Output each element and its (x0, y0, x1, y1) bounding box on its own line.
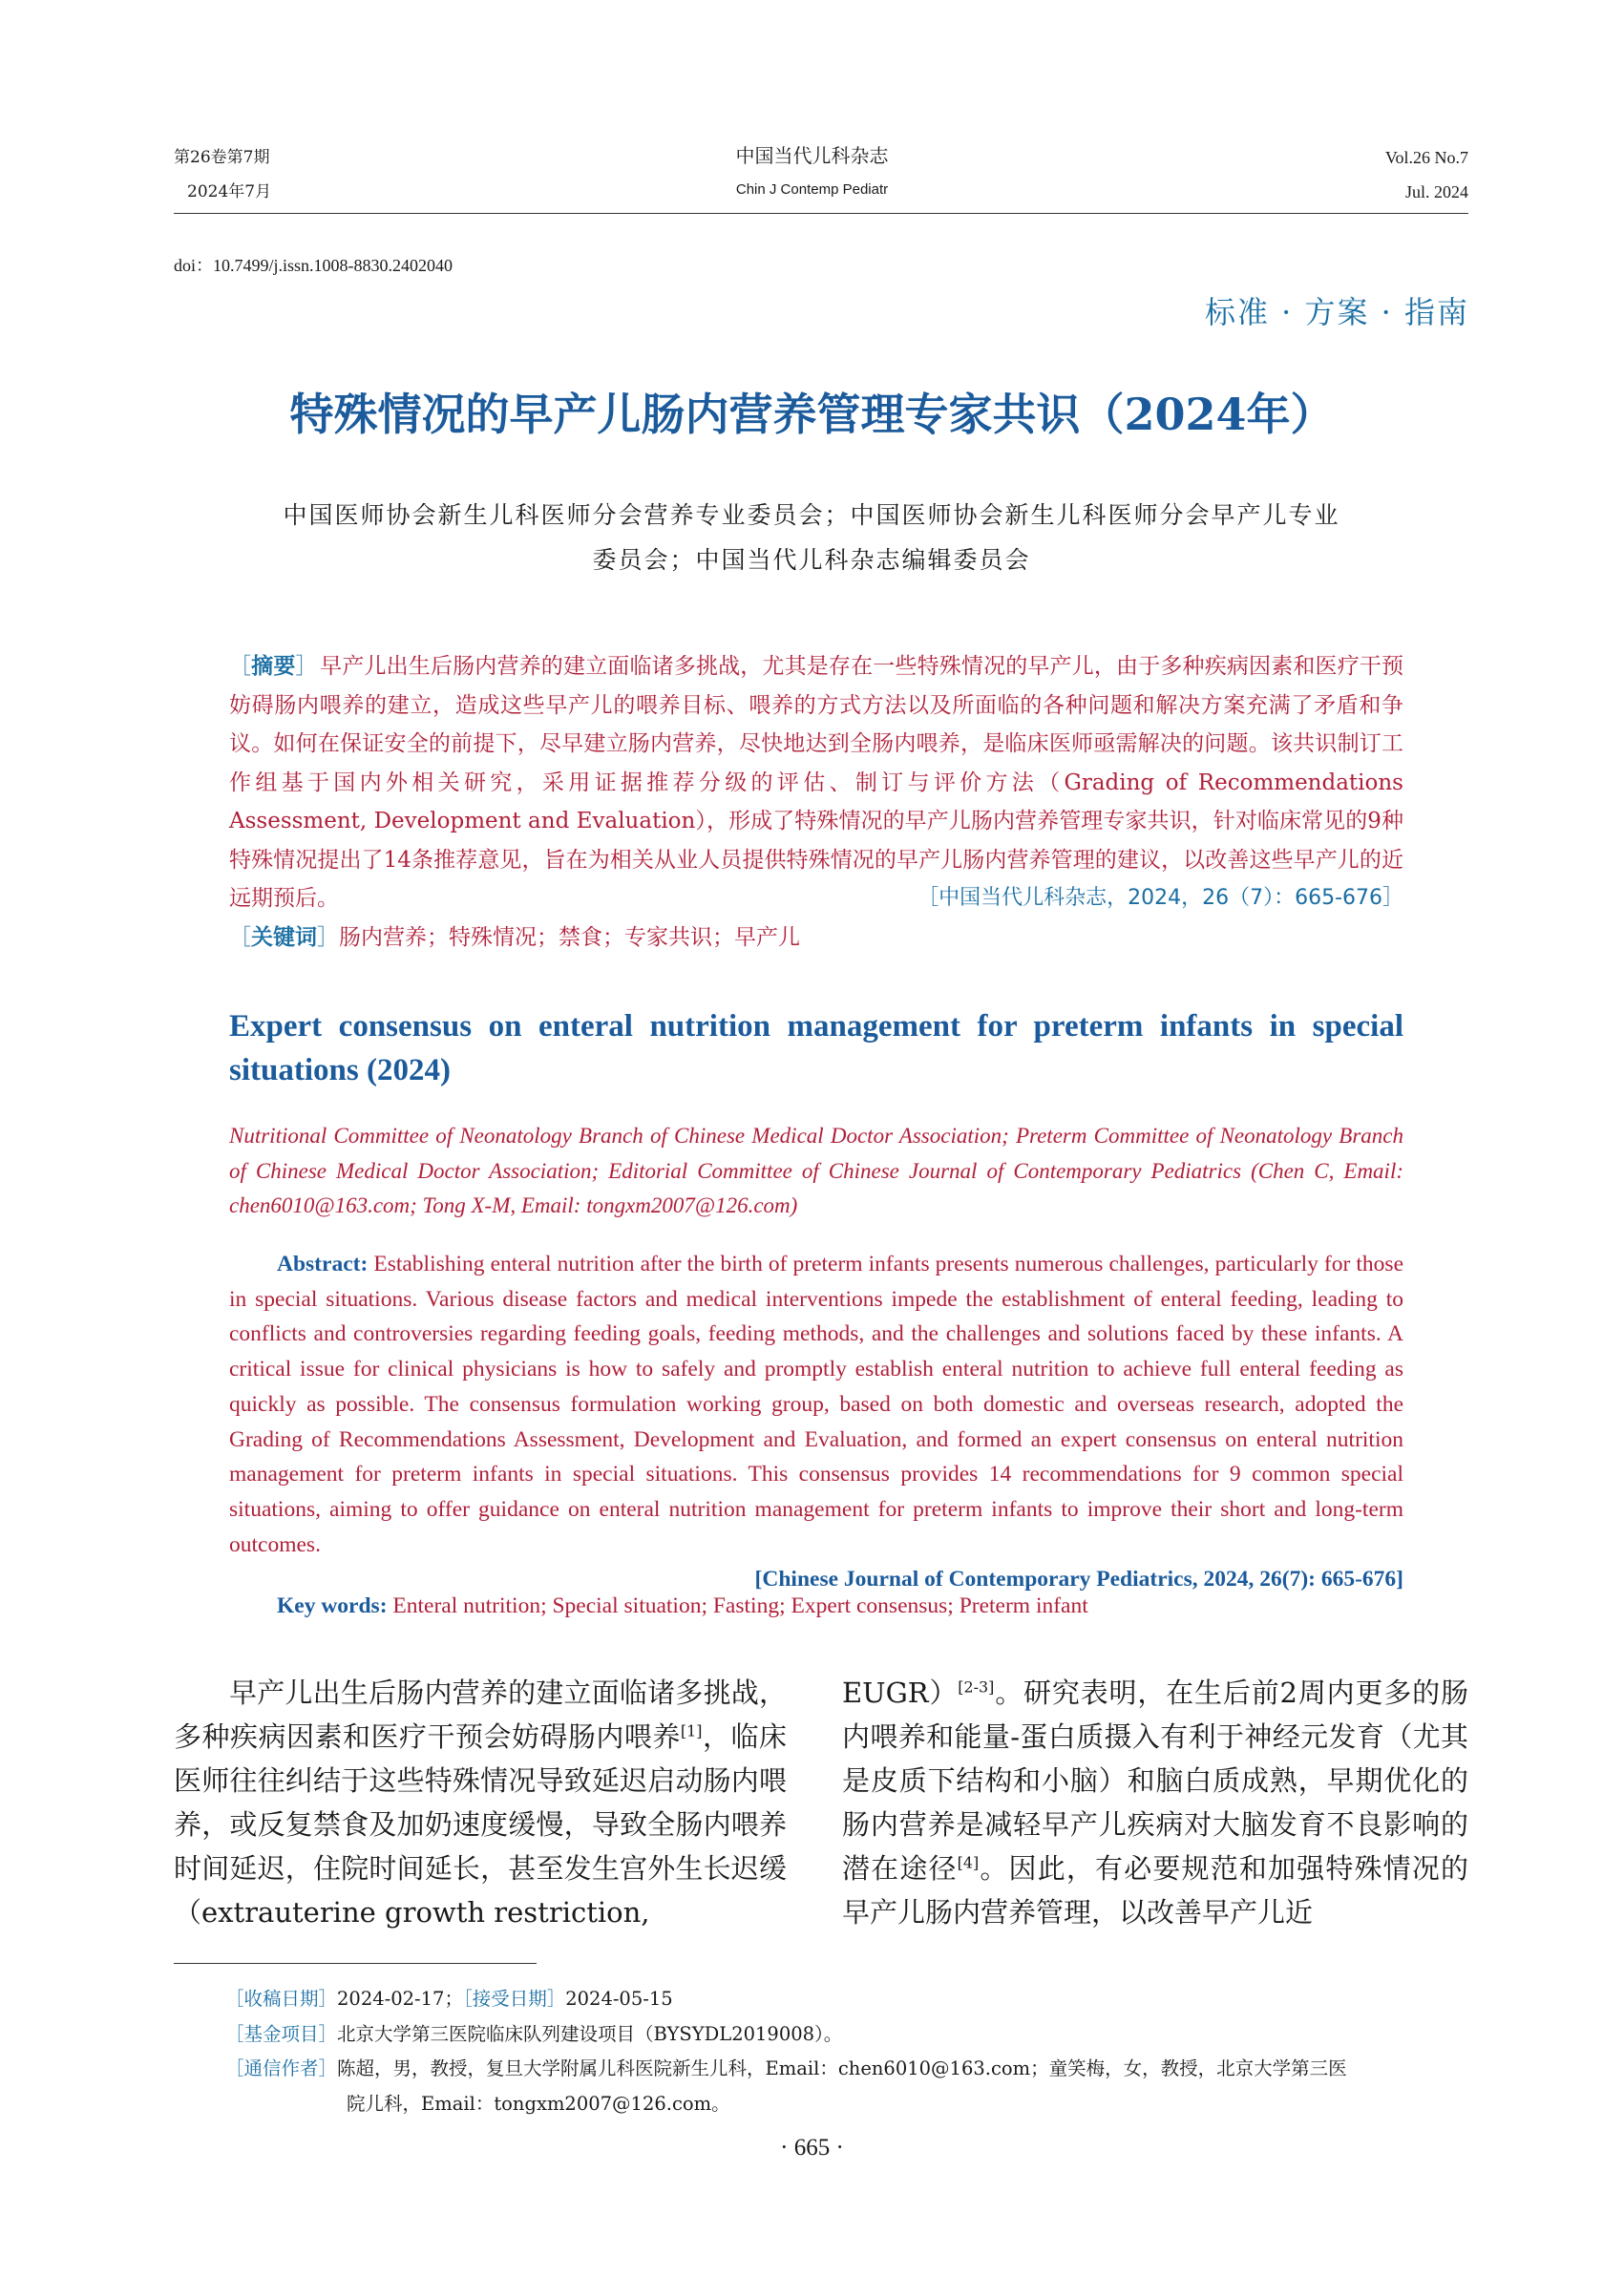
abstract-cn (229, 647, 1403, 957)
abstract-cn-label: ［摘要］ (229, 654, 318, 679)
header-journal-cn: 中国当代儿科杂志 (735, 144, 889, 167)
authors-cn-line1: 中国医师协会新生儿科医师分会营养专业委员会；中国医师协会新生儿科医师分会早产儿专业 (283, 501, 1340, 529)
header-volume-en: Vol.26 No.7 (1384, 148, 1468, 167)
abstract-en-label: Abstract: (277, 1252, 369, 1276)
header-journal-en: Chin J Contemp Pediatr (735, 181, 889, 198)
article-title-cn: 特殊情况的早产儿肠内营养管理专家共识（2024年） (289, 389, 1335, 440)
keywords-en-text: Enteral nutrition; Special situation; Fasting; Expert consensus; Preterm infant (392, 1593, 1088, 1618)
authors-cn-line2: 委员会；中国当代儿科杂志编辑委员会 (592, 546, 1031, 574)
authors-cn (220, 493, 1403, 582)
keywords-en (277, 1593, 1403, 1619)
citation-ref[interactable]: [4] (957, 1853, 980, 1872)
footnote-dates: ［收稿日期］2024-02-17；［接受日期］2024-05-15 (225, 1988, 673, 2010)
body-paragraph-cont: EUGR）[2-3]。研究表明，在生后前2周内更多的肠内喂养和能量-蛋白质摄入有利于神经元发育（尤其是皮质下结构和小脑）和脑白质成熟，早期优化的肠内营养是减轻早产儿疾病对大脑发育不良影响的潜在途径[4]。因此，有必要规范和加强特殊情况的早产儿肠内营养管理，以改善早产儿近 (842, 1677, 1468, 1929)
abstract-en-body (229, 1247, 1403, 1562)
footnote-fund: ［基金项目］北京大学第三医院临床队列建设项目（BYSYDL2019008）。 (225, 2022, 843, 2045)
footnote-correspondence-cont: 院儿科，Email：tongxm2007@126.com。 (347, 2092, 730, 2115)
affiliation-en: Nutritional Committee of Neonatology Branch of Chinese Medical Doctor Association; Preterm Committee of Neonatology Branch of Chinese Medical Doctor Association; Editorial Committee of Chinese Journal of Contemporary Pediatrics (Chen C, Email: chen6010@163.com; Tong X-M, Email: tongxm2007@126.com) (229, 1124, 1403, 1217)
citation-ref[interactable]: [2-3] (958, 1677, 995, 1697)
body-right-column (842, 1671, 1468, 1934)
footnotes (225, 1982, 1468, 2121)
abstract-cn-citation: ［中国当代儿科杂志，2024，26（7）：665-676］ (917, 886, 1403, 910)
keywords-cn-label: ［关键词］ (229, 924, 339, 950)
abstract-en-text: Establishing enteral nutrition after the birth of preterm infants presents numerous challenges, particularly for those in special situations. Various disease factors and medical interventions impede the establishment of enteral feeding, leading to conflicts and controversies regarding feeding goals, feeding methods, and the challenges and solutions faced by these infants. A critical issue for clinical physicians is how to safely and promptly establish enteral nutrition to achieve full enteral feeding as quickly as possible. The consensus formulation working group, based on both domestic and overseas research, adopted the Grading of Recommendations Assessment, Development and Evaluation, and formed an expert consensus on enteral nutrition management for preterm infants in special situations. This consensus provides 14 recommendations for 9 common special situations, aiming to offer guidance on enteral nutrition management for preterm infants to improve their short and long-term outcomes. (229, 1252, 1403, 1557)
header-volume-issue: 第26卷第7期 (174, 148, 270, 167)
body-left-column (174, 1671, 787, 1934)
page-number: · 665 · (780, 2135, 844, 2161)
abstract-en-citation: [Chinese Journal of Contemporary Pediatrics, 2024, 26(7): 665-676] (754, 1567, 1403, 1592)
abstract-cn-body (229, 647, 1403, 918)
header-rule (174, 213, 1468, 214)
footnote-correspondence: ［通信作者］陈超，男，教授，复旦大学附属儿科医院新生儿科，Email：chen6010@163.com；童笑梅，女，教授，北京大学第三医 (225, 2057, 1347, 2079)
body-paragraph: 早产儿出生后肠内营养的建立面临诸多挑战，多种疾病因素和医疗干预会妨碍肠内喂养[1]，临床医师往往纠结于这些特殊情况导致延迟启动肠内喂养，或反复禁食及加奶速度缓慢，导致全肠内喂养时间延迟，住院时间延长，甚至发生宫外生长迟缓（extrauterine growth restriction, (174, 1677, 787, 1929)
header-date-en: Jul. 2024 (1404, 182, 1468, 201)
keywords-cn-text: 肠内营养；特殊情况；禁食；专家共识；早产儿 (339, 924, 800, 950)
abstract-en (229, 1247, 1403, 1597)
keywords-cn (229, 918, 1403, 958)
header-date-cn: 2024年7月 (187, 182, 272, 201)
article-title-en: Expert consensus on enteral nutrition management for preterm infants in special situations (2024) (229, 1009, 1403, 1087)
keywords-en-label: Key words: (277, 1593, 388, 1618)
doi[interactable]: doi：10.7499/j.issn.1008-8830.2402040 (174, 256, 453, 275)
abstract-cn-text: 早产儿出生后肠内营养的建立面临诸多挑战，尤其是存在一些特殊情况的早产儿，由于多种疾病因素和医疗干预妨碍肠内喂养的建立，造成这些早产儿的喂养目标、喂养的方式方法以及所面临的各种问题和解决方案充满了矛盾和争议。如何在保证安全的前提下，尽早建立肠内营养，尽快地达到全肠内喂养，是临床医师亟需解决的问题。该共识制订工作组基于国内外相关研究，采用证据推荐分级的评估、制订与评价方法（Grading of Recommendations Assessment, Development and Evaluation），形成了特殊情况的早产儿肠内营养管理专家共识，针对临床常见的9种特殊情况提出了14条推荐意见，旨在为相关从业人员提供特殊情况的早产儿肠内营养管理的建议，以改善这些早产儿的近远期预后。 (229, 654, 1404, 911)
footnote-rule (174, 1963, 537, 1964)
column-tag: 标准 · 方案 · 指南 (1204, 294, 1469, 330)
citation-ref[interactable]: [1] (680, 1721, 703, 1740)
